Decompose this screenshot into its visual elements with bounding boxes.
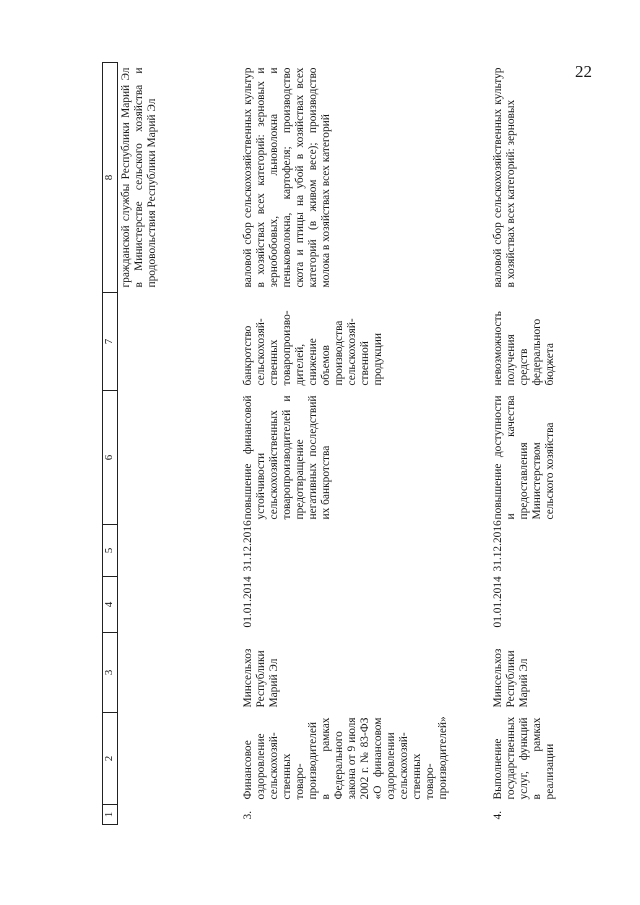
row-number: 4. [492,810,504,820]
page-number: 22 [575,62,592,81]
end-date: 31.12.2016 [242,520,254,572]
table-row-continuation [118,63,241,825]
start-date: 01.01.2014 [242,576,254,628]
table-row [240,63,490,825]
table-row [490,63,559,825]
column-number-row [103,63,118,825]
activity-name: Выполнение государственных услуг, функций в рамках реализации [492,716,556,800]
indicators: валовой сбор сельскохозяйственных культур в хозяйствах всех категорий: зерновых и зернобобовых, льноволокна и пеньковолокна, картофеля; производство скота и птицы на убой в хозяйствах всех категорий (в живом весе); производство молока в хозяйствах всех категорий [242,67,332,288]
end-date: 31.12.2016 [492,520,504,572]
col-header-1: 1 [103,805,118,825]
rotated-table-area [102,63,556,825]
continuation-indicators: гражданской службы Республики Марий Эл в Министерстве сельского хозяйства и продовольствия Республики Марий Эл [120,67,158,288]
col-header-8: 8 [103,63,118,293]
col-header-3: 3 [103,633,118,713]
consequences: банкротство сельскохозяй-ственных товаропроизво-дителей, снижение объемов производства сельскохозяй-ственной продукции [242,310,384,386]
indicators: валовой сбор сельскохозяйственных культур в хозяйствах всех категорий: зерновых [492,67,517,288]
col-header-4: 4 [103,577,118,633]
expected-result: повышение финансовой устойчивости сельскохозяйственных товаропроизводителей и предотвращение негативных последствий их банкротства [242,395,332,520]
activity-table [102,62,559,825]
row-number: 3. [242,810,254,820]
col-header-7: 7 [103,293,118,391]
executor: Минсельхоз Республики Марий Эл [242,648,280,708]
activity-name: Финансовое оздоровление сельскохозяй-ственных товаро-производителей в рамках Федерального закона от 9 июля 2002 г. № 83-ФЗ «О финансовом оздоровлении сельскохозяй-ственных товаро-производителей» [242,716,449,800]
consequences: невозможность получения средств федерального бюджета [492,311,556,386]
col-header-6: 6 [103,391,118,525]
executor: Минсельхоз Республики Марий Эл [492,648,530,708]
col-header-2: 2 [103,713,118,805]
expected-result: повышение доступности и качества предоставления Министерством сельского хозяйства [492,395,556,520]
start-date: 01.01.2014 [492,576,504,628]
col-header-5: 5 [103,525,118,577]
